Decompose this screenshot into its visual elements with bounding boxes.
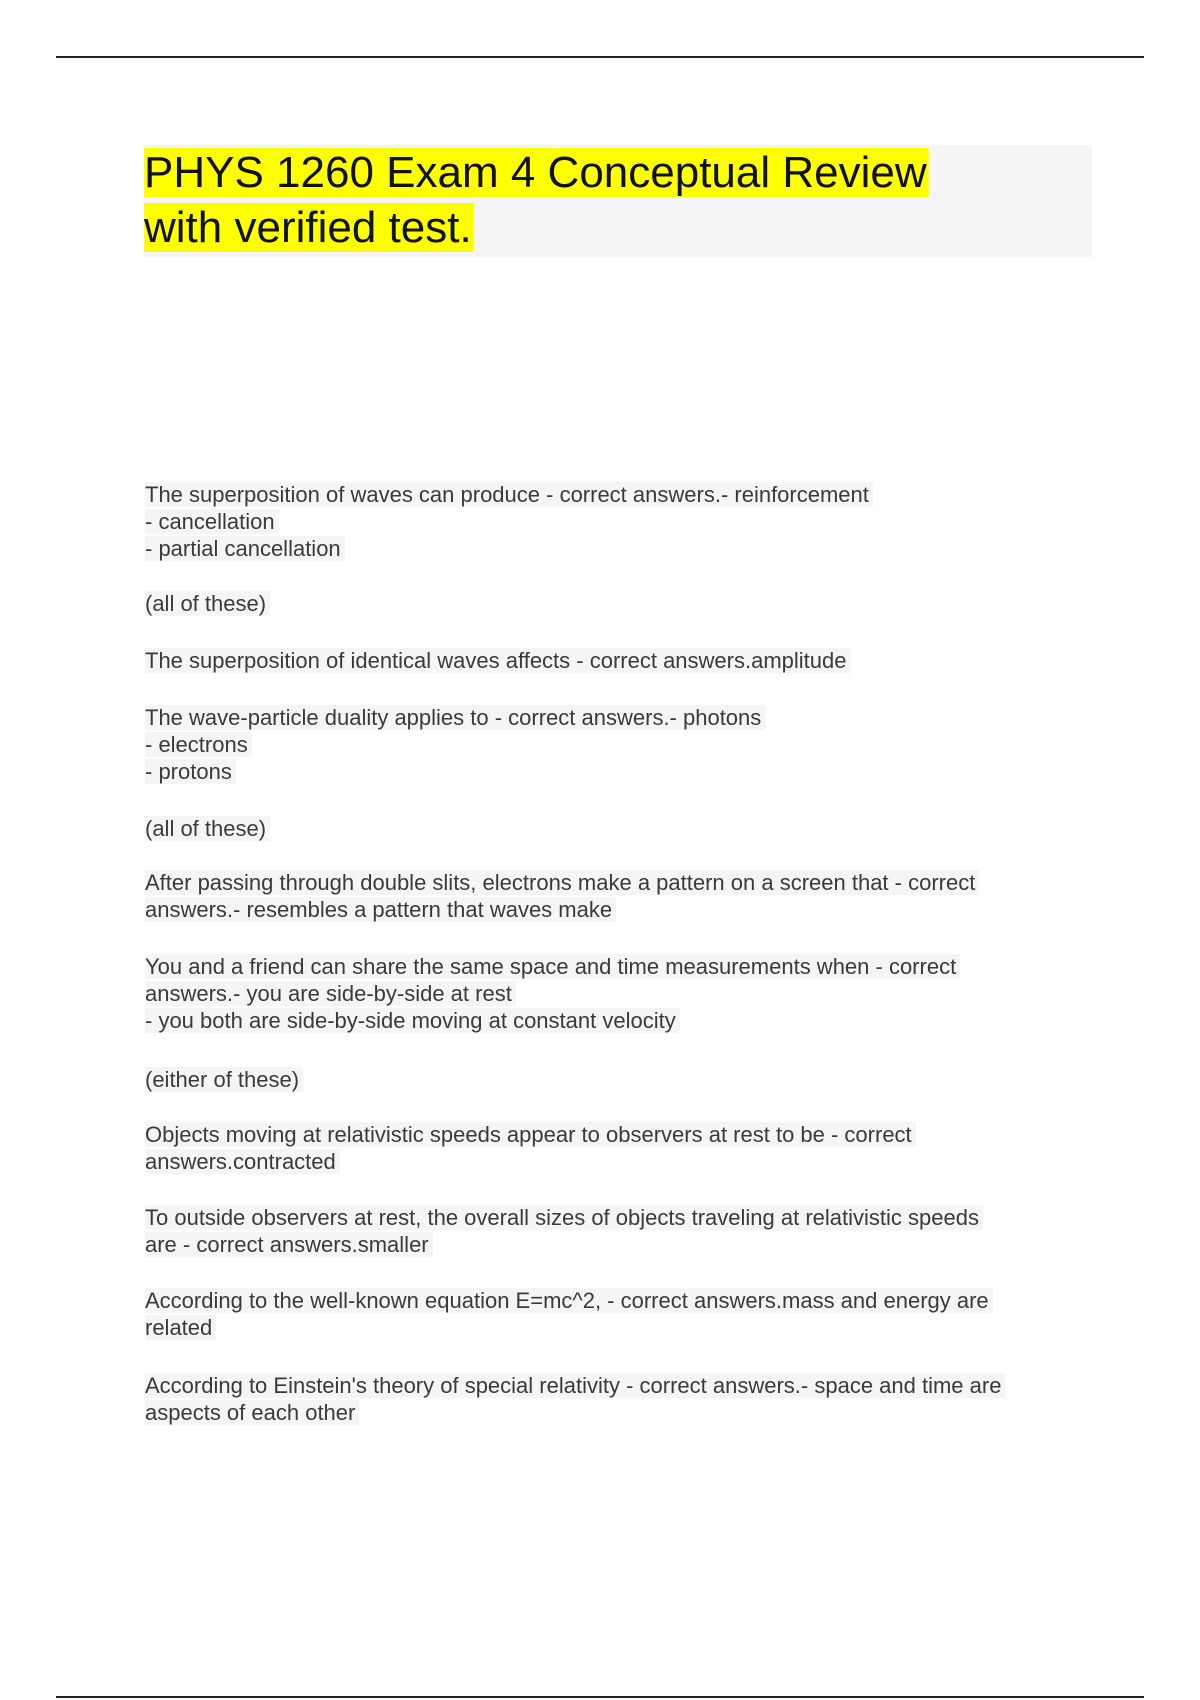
qa-item	[145, 590, 270, 617]
qa-item	[145, 704, 765, 785]
title-line-2: with verified test.	[144, 203, 472, 252]
qa-line: related	[145, 1315, 216, 1340]
qa-line: You and a friend can share the same space and time measurements when - correct	[145, 954, 960, 979]
qa-line: (all of these)	[145, 591, 270, 616]
qa-item	[145, 647, 851, 674]
qa-line: - protons	[145, 759, 236, 784]
qa-line: answers.- you are side-by-side at rest	[145, 981, 516, 1006]
qa-item	[145, 953, 960, 1034]
qa-line: According to Einstein's theory of special relativity - correct answers.- space and time are	[145, 1373, 1005, 1398]
qa-line: - partial cancellation	[145, 536, 345, 561]
page-title	[144, 145, 1092, 255]
qa-line: To outside observers at rest, the overall sizes of objects traveling at relativistic speeds	[145, 1205, 983, 1230]
top-rule	[56, 56, 1144, 58]
qa-line: are - correct answers.smaller	[145, 1232, 433, 1257]
qa-item	[145, 815, 270, 842]
bottom-rule	[56, 1696, 1144, 1698]
qa-line: After passing through double slits, electrons make a pattern on a screen that - correct	[145, 870, 979, 895]
qa-line: Objects moving at relativistic speeds appear to observers at rest to be - correct	[145, 1122, 916, 1147]
qa-line: (all of these)	[145, 816, 270, 841]
qa-line: The wave-particle duality applies to - correct answers.- photons	[145, 705, 765, 730]
title-block	[144, 145, 1092, 257]
qa-line: aspects of each other	[145, 1400, 359, 1425]
qa-line: - cancellation	[145, 509, 279, 534]
qa-item	[145, 869, 979, 923]
qa-line: The superposition of identical waves affects - correct answers.amplitude	[145, 648, 851, 673]
qa-item	[145, 1287, 993, 1341]
qa-line: answers.contracted	[145, 1149, 340, 1174]
qa-item	[145, 1372, 1005, 1426]
qa-line: According to the well-known equation E=mc^2, - correct answers.mass and energy are	[145, 1288, 993, 1313]
qa-line: answers.- resembles a pattern that waves make	[145, 897, 616, 922]
qa-line: - electrons	[145, 732, 252, 757]
qa-line: (either of these)	[145, 1067, 303, 1092]
qa-item	[145, 1204, 983, 1258]
title-line-1: PHYS 1260 Exam 4 Conceptual Review	[144, 148, 927, 197]
qa-item	[145, 481, 873, 562]
qa-item	[145, 1066, 303, 1093]
qa-line: The superposition of waves can produce - correct answers.- reinforcement	[145, 482, 873, 507]
qa-item	[145, 1121, 916, 1175]
qa-line: - you both are side-by-side moving at constant velocity	[145, 1008, 680, 1033]
